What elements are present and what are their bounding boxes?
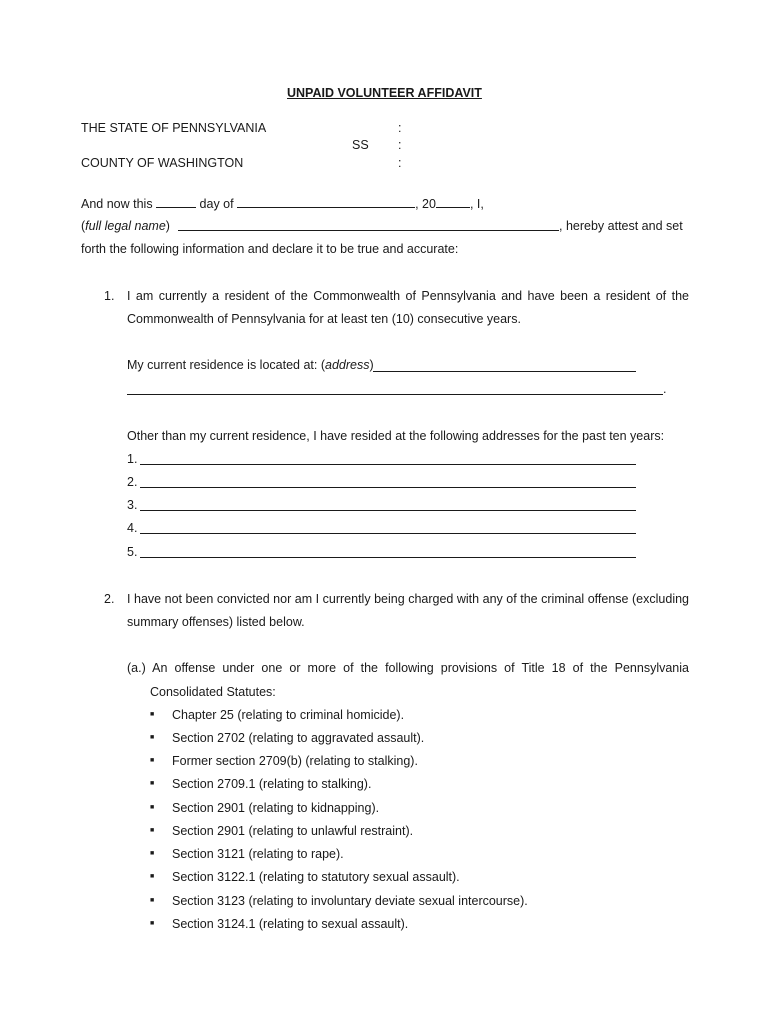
offense-item: Section 3123 (relating to involuntary deviate sexual intercourse). xyxy=(172,894,528,908)
ss-label: SS xyxy=(352,138,369,152)
offense-item: Section 3124.1 (relating to sexual assault). xyxy=(172,917,409,931)
offense-item: Section 2709.1 (relating to stalking). xyxy=(172,777,372,791)
day-field[interactable] xyxy=(156,195,196,208)
item-1-line-1: I am currently a resident of the Commonwealth of Pennsylvania and have been a resident of the xyxy=(127,289,689,303)
prior-address-field-4[interactable] xyxy=(140,533,636,534)
attest-text: , hereby attest and set xyxy=(559,219,683,233)
prior-address-field-1[interactable] xyxy=(140,464,636,465)
address-period: . xyxy=(663,382,667,396)
item-2-number: 2. xyxy=(104,592,115,606)
intro-line xyxy=(81,195,484,212)
current-address-field-1[interactable] xyxy=(373,371,636,372)
bullet-icon: ■ xyxy=(150,757,155,764)
full-legal-name-label: full legal name xyxy=(85,219,166,233)
i-text: , I, xyxy=(469,197,484,211)
sub-a-line-2: Consolidated Statutes: xyxy=(150,685,276,699)
bullet-icon: ■ xyxy=(150,850,155,857)
offense-item: Section 3122.1 (relating to statutory sexual assault). xyxy=(172,870,460,884)
item-2-line-2: summary offenses) listed below. xyxy=(127,615,305,629)
bullet-icon: ■ xyxy=(150,920,155,927)
bullet-icon: ■ xyxy=(150,734,155,741)
offense-item: Chapter 25 (relating to criminal homicide). xyxy=(172,708,405,722)
year-field[interactable] xyxy=(436,195,470,208)
address-word: address xyxy=(325,358,370,372)
day-of-text: day of xyxy=(199,197,234,211)
item-2-line-1: I have not been convicted nor am I currently being charged with any of the criminal offense (excluding xyxy=(127,592,689,606)
prior-address-number: 3. xyxy=(127,498,138,512)
venue-colon-2: : xyxy=(398,138,402,152)
prior-address-number: 4. xyxy=(127,521,138,535)
bullet-icon: ■ xyxy=(150,827,155,834)
prior-address-number: 2. xyxy=(127,475,138,489)
bullet-icon: ■ xyxy=(150,897,155,904)
other-addresses-label: Other than my current residence, I have resided at the following addresses for the past ten years: xyxy=(127,429,665,443)
month-field[interactable] xyxy=(237,195,415,208)
year-prefix-text: , 20 xyxy=(415,197,436,211)
forth-text: forth the following information and declare it to be true and accurate: xyxy=(81,242,459,256)
sub-a-line-1: (a.) An offense under one or more of the following provisions of Title 18 of the Pennsylvania xyxy=(127,661,689,675)
state-label: THE STATE OF PENNSYLVANIA xyxy=(81,121,267,135)
and-now-text: And now this xyxy=(81,197,153,211)
venue-colon-3: : xyxy=(398,156,402,170)
offense-item: Section 2901 (relating to kidnapping). xyxy=(172,801,380,815)
prior-address-field-2[interactable] xyxy=(140,487,636,488)
bullet-icon: ■ xyxy=(150,873,155,880)
offense-item: Section 2702 (relating to aggravated assault). xyxy=(172,731,425,745)
name-line: (full legal name) xyxy=(81,219,170,233)
prior-address-field-5[interactable] xyxy=(140,557,636,558)
bullet-icon: ■ xyxy=(150,780,155,787)
item-1-number: 1. xyxy=(104,289,115,303)
document-title: UNPAID VOLUNTEER AFFIDAVIT xyxy=(287,86,482,100)
offense-item: Former section 2709(b) (relating to stalking). xyxy=(172,754,418,768)
prior-address-number: 5. xyxy=(127,545,138,559)
current-address-field-2[interactable] xyxy=(127,394,663,395)
bullet-icon: ■ xyxy=(150,711,155,718)
offense-item: Section 3121 (relating to rape). xyxy=(172,847,344,861)
venue-colon-1: : xyxy=(398,121,402,135)
prior-address-number: 1. xyxy=(127,452,138,466)
offense-item: Section 2901 (relating to unlawful restraint). xyxy=(172,824,414,838)
residence-label: My current residence is located at: (address) xyxy=(127,358,374,372)
bullet-icon: ■ xyxy=(150,804,155,811)
item-1-line-2: Commonwealth of Pennsylvania for at least ten (10) consecutive years. xyxy=(127,312,521,326)
prior-address-field-3[interactable] xyxy=(140,510,636,511)
county-label: COUNTY OF WASHINGTON xyxy=(81,156,244,170)
full-legal-name-field[interactable] xyxy=(178,230,559,231)
